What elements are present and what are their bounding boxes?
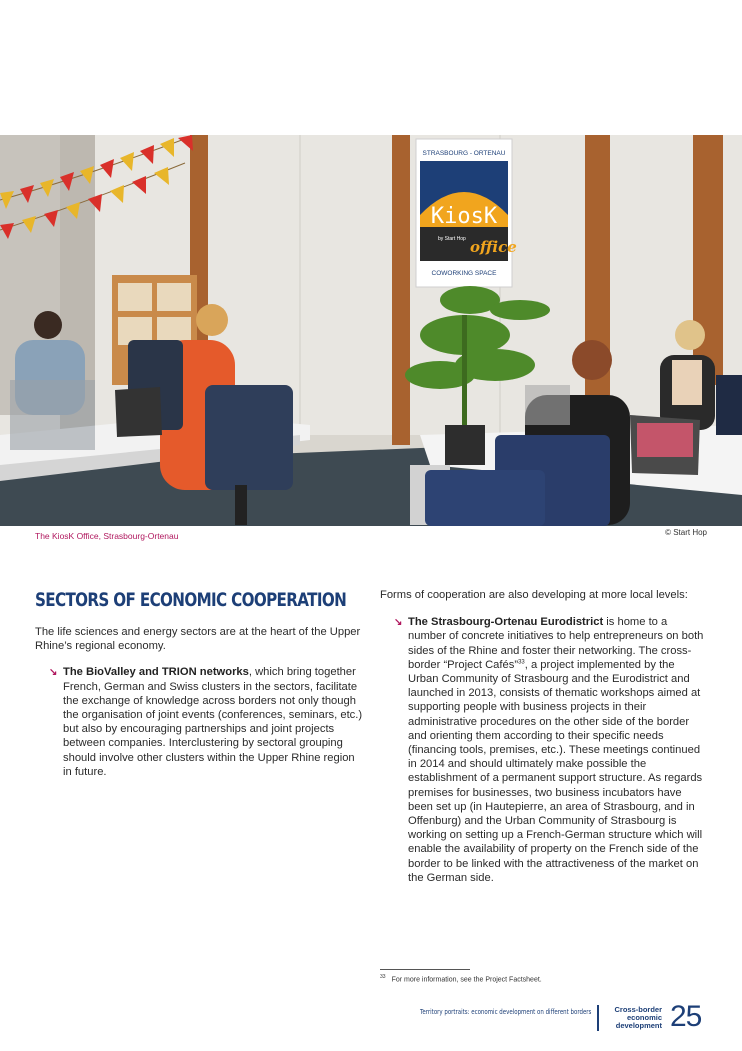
sign-top-text: STRASBOURG - ORTENAU [422,150,506,157]
section-title: SECTORS OF ECONOMIC COOPERATION [35,590,347,611]
footnote-number: 33 [380,974,386,980]
sign-bottom-text: COWORKING SPACE [431,270,497,277]
footnote-text: For more information, see the Project Factsheet. [391,976,542,984]
footer-section-line-1: Cross-border [614,1005,662,1014]
eurodistrict-bullet [380,615,708,885]
sign-logo-text: KiosK [430,204,498,229]
eurodistrict-bullet-text-2: , a project implemented by the Urban Community of Strasbourg and the Eurodistrict and launched in 2013, consists of thematic workshops aimed at supporting people with business projects in their administrative procedures on the other side of the border and orienting them according to their specific needs (financing tools, premises, etc.). These meetings continued in 2014 and should ultimately make possible the establishment of a permanent support structure. As regards premises for businesses, two business incubators have been set up (in Hautepierre, an area of Strasbourg, and in Offenburg) and the Urban Community of Strasbourg is working on setting up a French-German structure which will enable the availability of property on the French side of the border to be linked with the attractiveness of the market on the German side. [408,658,703,884]
right-column [380,588,708,885]
footer-section-line-2: economic [626,1013,662,1022]
arrow-down-right-icon: ↘ [49,667,58,679]
coworking-photo [0,135,742,526]
arrow-down-right-icon: ↘ [394,617,403,629]
footnote [380,974,542,983]
footer-divider [597,1005,599,1031]
biovalley-bullet-bold: The BioValley and TRION networks [63,666,249,679]
sign-by-text: by Start Hop [438,236,466,242]
footnote-divider [380,969,470,970]
eurodistrict-bullet-bold: The Strasbourg-Ortenau Eurodistrict [408,616,604,629]
sign-office-text: office [470,238,517,256]
photo-caption: The KiosK Office, Strasbourg-Ortenau [35,531,179,541]
biovalley-bullet [35,665,365,779]
footnote-ref[interactable]: 33 [518,659,525,666]
left-intro-paragraph: The life sciences and energy sectors are at the heart of the Upper Rhine’s regional economy. [35,626,361,653]
right-intro-paragraph: Forms of cooperation are also developing at more local levels: [380,589,688,601]
left-column [35,590,365,779]
footer-section-label [614,1006,662,1030]
footer-section-line-3: development [615,1021,662,1030]
photo-credit: © Start Hop [665,528,707,537]
page-number: 25 [670,1000,702,1033]
biovalley-bullet-text: , which bring together French, German and Swiss clusters in the sectors, facilitate the exchange of knowledge across borders not only though the organisation of joint events (conferences, seminars, etc.) but also by encouraging partnerships and joint projects between companies. Interclustering by sectoral grouping should involve other clusters within the Upper Rhine region in future. [63,666,363,778]
footer-running-title: Territory portraits: economic development on different borders [420,1008,592,1016]
eurodistrict-bullet-text-1: is home to a number of concrete initiatives to help entrepreneurs on both sides of the Rhine and foster their networking. The cross-border “Project Cafés” [408,616,704,671]
